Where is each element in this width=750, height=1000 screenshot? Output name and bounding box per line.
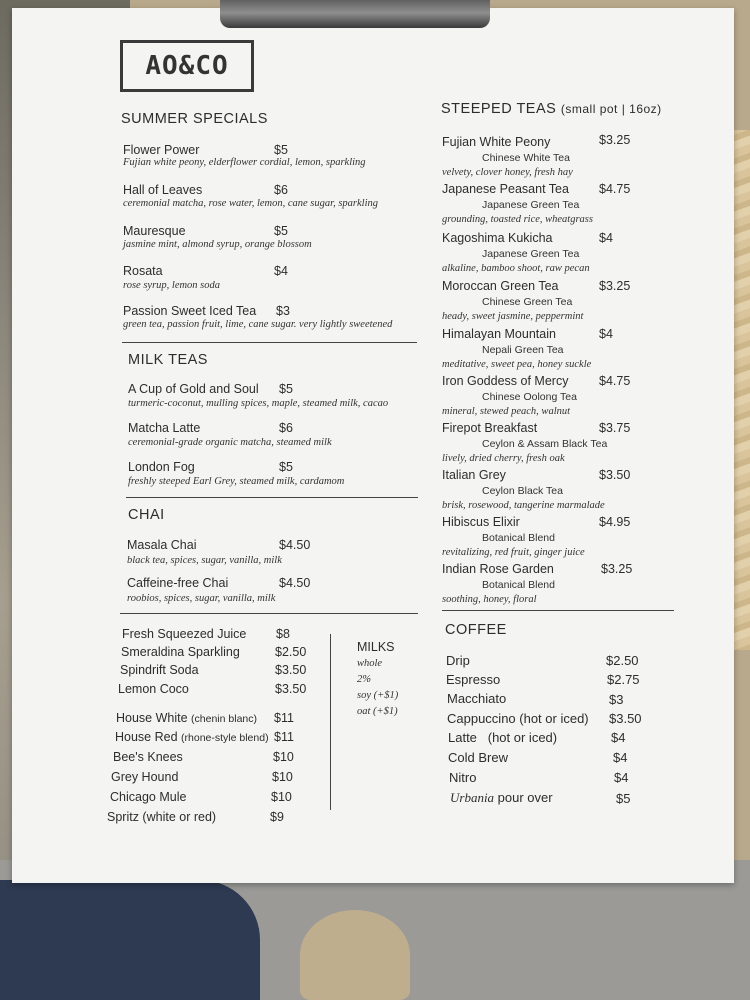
drink-price: $3.50	[275, 682, 307, 696]
coffee-name: Latte (hot or iced)	[448, 730, 558, 745]
drink-price: $8	[276, 627, 290, 641]
menu-item-desc: roobios, spices, sugar, vanilla, milk	[127, 593, 276, 604]
logo: AO&CO	[120, 40, 254, 92]
cocktail-price: $11	[274, 730, 294, 744]
menu-item-name: Caffeine-free Chai	[127, 576, 229, 590]
tea-origin: Ceylon & Assam Black Tea	[482, 438, 608, 450]
cocktail-price: $10	[271, 790, 292, 804]
tea-price: $3.50	[599, 468, 631, 482]
tea-origin: Chinese Green Tea	[482, 296, 573, 308]
tea-desc: brisk, rosewood, tangerine marmalade	[442, 500, 605, 511]
cocktail-name: Spritz (white or red)	[107, 810, 217, 824]
tea-desc: heady, sweet jasmine, peppermint	[442, 311, 584, 322]
menu-item-desc: ceremonial matcha, rose water, lemon, cane sugar, sparkling	[123, 198, 378, 209]
tea-price: $3.75	[599, 421, 631, 435]
menu-item-name: A Cup of Gold and Soul	[128, 382, 259, 396]
menu-item-price: $3	[276, 304, 290, 318]
cocktail-name: House Red (rhone-style blend)	[115, 730, 269, 744]
tea-name: Italian Grey	[442, 468, 506, 482]
milk-option: oat (+$1)	[357, 706, 398, 717]
milk-option: soy (+$1)	[357, 690, 399, 701]
cocktail-price: $10	[273, 750, 294, 764]
drink-name: Fresh Squeezed Juice	[122, 627, 247, 641]
coffee-name: Espresso	[446, 672, 501, 687]
cocktail-name: House White (chenin blanc)	[116, 711, 257, 725]
menu-item-price: $5	[279, 382, 293, 396]
tea-name: Hibiscus Elixir	[442, 515, 520, 529]
tea-price: $3.25	[599, 279, 631, 293]
tea-desc: mineral, stewed peach, walnut	[442, 406, 571, 417]
coffee-name: Macchiato	[447, 691, 507, 706]
tea-price: $4	[599, 327, 613, 341]
milk-option: whole	[357, 658, 383, 669]
tea-origin: Chinese White Tea	[482, 152, 570, 164]
menu-item-name: Passion Sweet Iced Tea	[123, 304, 257, 318]
menu-item-price: $5	[274, 224, 288, 238]
cocktail-price: $10	[272, 770, 293, 784]
background-leg	[0, 880, 260, 1000]
menu-item-desc: freshly steeped Earl Grey, steamed milk, cardamom	[128, 476, 345, 487]
tea-desc: velvety, clover honey, fresh hay	[442, 167, 573, 178]
coffee-name: Cappuccino (hot or iced)	[447, 711, 589, 726]
drink-name: Spindrift Soda	[120, 663, 199, 677]
tea-price: $4.75	[599, 374, 631, 388]
tea-price: $4.95	[599, 515, 631, 529]
coffee-price: $2.50	[606, 653, 639, 668]
coffee-price: $2.75	[607, 672, 640, 687]
menu-item-price: $6	[279, 421, 293, 435]
tea-origin: Japanese Green Tea	[482, 199, 580, 211]
menu-item-desc: jasmine mint, almond syrup, orange blossom	[123, 239, 312, 250]
tea-name: Fujian White Peony	[442, 135, 551, 149]
coffee-price: $3	[609, 692, 624, 707]
menu-item-price: $4.50	[279, 576, 311, 590]
tea-desc: soothing, honey, floral	[442, 594, 537, 605]
coffee-price: $4	[611, 730, 626, 745]
tea-origin: Ceylon Black Tea	[482, 485, 563, 497]
menu-item-desc: ceremonial-grade organic matcha, steamed milk	[128, 437, 332, 448]
tea-price: $4.75	[599, 182, 631, 196]
coffee-price: $4	[614, 770, 629, 785]
coffee-name: Drip	[446, 653, 470, 668]
menu-item-desc: turmeric-coconut, mulling spices, maple, steamed milk, cacao	[128, 398, 389, 409]
divider	[126, 497, 418, 498]
menu-sheet	[12, 8, 734, 883]
tea-name: Himalayan Mountain	[442, 327, 556, 341]
menu-item-price: $5	[274, 143, 288, 157]
tea-price: $4	[599, 231, 613, 245]
divider	[442, 610, 674, 611]
coffee-title: COFFEE	[445, 622, 507, 638]
tea-name: Firepot Breakfast	[442, 421, 538, 435]
cocktail-price: $9	[270, 810, 284, 824]
coffee-price: $4	[613, 750, 628, 765]
tea-desc: alkaline, bamboo shoot, raw pecan	[442, 263, 590, 274]
milks-title: MILKS	[357, 640, 395, 654]
menu-item-name: London Fog	[128, 460, 195, 474]
drink-price: $2.50	[275, 645, 307, 659]
tea-name: Japanese Peasant Tea	[442, 182, 569, 196]
menu-item-name: Flower Power	[123, 143, 200, 157]
menu-item-price: $6	[274, 183, 288, 197]
coffee-price: $3.50	[609, 711, 642, 726]
background-shoe	[300, 910, 410, 1000]
tea-price: $3.25	[599, 133, 631, 147]
divider-vertical	[330, 634, 331, 810]
coffee-name: Nitro	[449, 770, 477, 785]
clipboard-clip	[220, 0, 490, 28]
drink-price: $3.50	[275, 663, 307, 677]
menu-item-name: Masala Chai	[127, 538, 197, 552]
menu-item-price: $5	[279, 460, 293, 474]
tea-name: Iron Goddess of Mercy	[442, 374, 569, 388]
menu-item-desc: rose syrup, lemon soda	[123, 280, 221, 291]
cocktail-name: Chicago Mule	[110, 790, 187, 804]
divider	[120, 613, 418, 614]
tea-origin: Chinese Oolong Tea	[482, 391, 577, 403]
cocktail-price: $11	[274, 711, 294, 725]
coffee-name: Urbania pour over	[450, 790, 553, 805]
divider	[122, 342, 417, 343]
tea-desc: revitalizing, red fruit, ginger juice	[442, 547, 585, 558]
menu-item-name: Hall of Leaves	[123, 183, 203, 197]
tea-origin: Botanical Blend	[482, 579, 555, 591]
tea-origin: Botanical Blend	[482, 532, 555, 544]
milk-teas-title: MILK TEAS	[128, 352, 208, 368]
drink-name: Smeraldina Sparkling	[121, 645, 240, 659]
menu-item-name: Mauresque	[123, 224, 186, 238]
tea-name: Indian Rose Garden	[442, 562, 554, 576]
tea-price: $3.25	[601, 562, 633, 576]
tea-desc: grounding, toasted rice, wheatgrass	[442, 214, 593, 225]
menu-item-desc: green tea, passion fruit, lime, cane sugar. very lightly sweetened	[123, 319, 393, 330]
tea-desc: lively, dried cherry, fresh oak	[442, 453, 565, 464]
menu-item-desc: Fujian white peony, elderflower cordial, lemon, sparkling	[123, 157, 366, 168]
tea-desc: meditative, sweet pea, honey suckle	[442, 359, 592, 370]
tea-origin: Nepali Green Tea	[482, 344, 564, 356]
menu-item-desc: black tea, spices, sugar, vanilla, milk	[127, 555, 282, 566]
tea-name: Moroccan Green Tea	[442, 279, 559, 293]
tea-name: Kagoshima Kukicha	[442, 231, 553, 245]
chai-title: CHAI	[128, 507, 165, 523]
menu-item-price: $4	[274, 264, 288, 278]
menu-item-price: $4.50	[279, 538, 311, 552]
coffee-price: $5	[616, 791, 631, 806]
menu-item-name: Rosata	[123, 264, 163, 278]
milk-option: 2%	[357, 674, 371, 685]
drink-name: Lemon Coco	[118, 682, 189, 696]
steeped-teas-title: STEEPED TEAS (small pot | 16oz)	[441, 101, 662, 117]
summer-specials-title: SUMMER SPECIALS	[121, 111, 268, 127]
coffee-name: Cold Brew	[448, 750, 508, 765]
cocktail-name: Grey Hound	[111, 770, 179, 784]
cocktail-name: Bee's Knees	[113, 750, 183, 764]
tea-origin: Japanese Green Tea	[482, 248, 580, 260]
menu-item-name: Matcha Latte	[128, 421, 201, 435]
